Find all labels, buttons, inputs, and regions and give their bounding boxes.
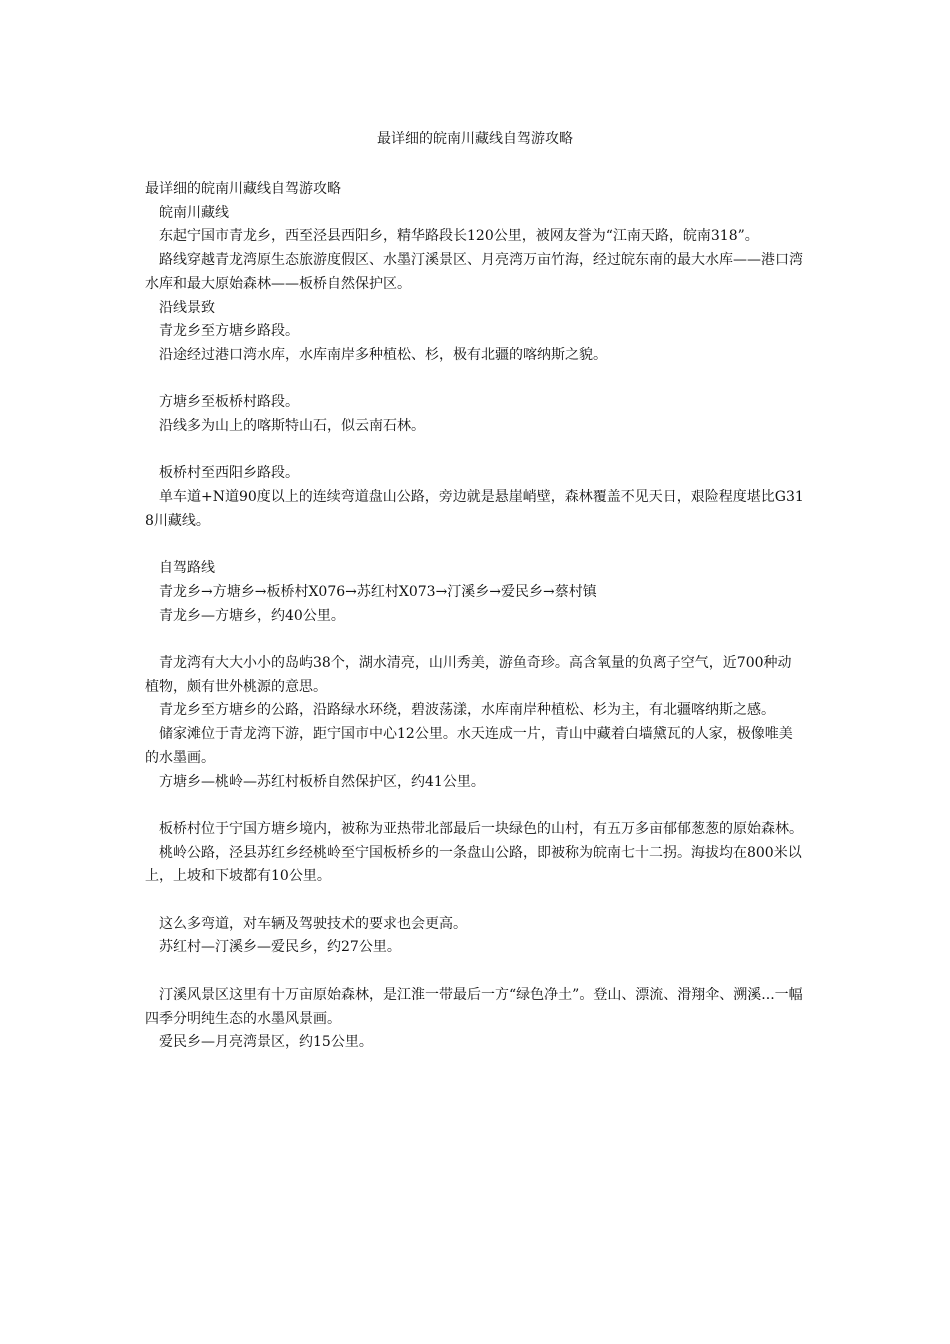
paragraph: 汀溪风景区这里有十万亩原始森林，是江淮一带最后一方“绿色净土”。登山、漂流、滑翔伞、溯溪...一幅四季分明纯生态的水墨风景画。 bbox=[145, 986, 803, 1027]
paragraph: 方塘乡—桃岭—苏红村板桥自然保护区，约41公里。 bbox=[159, 773, 485, 790]
paragraph: 苏红村—汀溪乡—爱民乡，约27公里。 bbox=[159, 939, 401, 956]
paragraph: 青龙乡至方塘乡的公路，沿路绿水环绕，碧波荡漾，水库南岸种植松、杉为主，有北疆喀纳斯之感。 bbox=[159, 702, 775, 719]
section-heading: 沿线景致 bbox=[159, 299, 215, 316]
document-body bbox=[145, 178, 805, 1055]
paragraph: 储家滩位于青龙湾下游，距宁国市中心12公里。水天连成一片，青山中藏着白墙黛瓦的人家，极像唯美的水墨画。 bbox=[145, 726, 793, 766]
section-heading: 皖南川藏线 bbox=[159, 204, 229, 221]
blank-line bbox=[145, 960, 805, 984]
paragraph: 青龙乡—方塘乡，约40公里。 bbox=[159, 607, 345, 624]
paragraph: 单车道+N道90度以上的连续弯道盘山公路，旁边就是悬崖峭壁，森林覆盖不见天日，艰险程度堪比G318川藏线。 bbox=[145, 489, 804, 529]
blank-line bbox=[145, 794, 805, 818]
paragraph: 板桥村至西阳乡路段。 bbox=[159, 465, 299, 482]
section-heading: 自驾路线 bbox=[159, 560, 215, 577]
paragraph: 这么多弯道，对车辆及驾驶技术的要求也会更高。 bbox=[159, 915, 467, 932]
paragraph: 板桥村位于宁国方塘乡境内，被称为亚热带北部最后一块绿色的山村，有五万多亩郁郁葱葱的原始森林。 bbox=[159, 820, 803, 837]
paragraph: 青龙湾有大大小小的岛屿38个，湖水清亮，山川秀美，游鱼奇珍。高含氧量的负离子空气，近700种动植物，颇有世外桃源的意思。 bbox=[145, 655, 792, 695]
blank-line bbox=[145, 628, 805, 652]
blank-line bbox=[145, 439, 805, 463]
paragraph: 路线穿越青龙湾原生态旅游度假区、水墨汀溪景区、月亮湾万亩竹海，经过皖东南的最大水库——港口湾水库和最大原始森林——板桥自然保护区。 bbox=[145, 252, 803, 292]
blank-line bbox=[145, 368, 805, 392]
paragraph: 青龙乡至方塘乡路段。 bbox=[159, 323, 299, 340]
paragraph: 桃岭公路，泾县苏红乡经桃岭至宁国板桥乡的一条盘山公路，即被称为皖南七十二拐。海拔均在800米以上，上坡和下坡都有10公里。 bbox=[145, 844, 802, 885]
paragraph: 爱民乡—月亮湾景区，约15公里。 bbox=[159, 1034, 373, 1051]
paragraph: 沿线多为山上的喀斯特山石，似云南石林。 bbox=[159, 418, 425, 435]
blank-line bbox=[145, 534, 805, 558]
paragraph: 东起宁国市青龙乡，西至泾县西阳乡，精华路段长120公里，被网友誉为“江南天路，皖南318”。 bbox=[159, 228, 759, 245]
document-heading: 最详细的皖南川藏线自驾游攻略 bbox=[145, 181, 341, 197]
paragraph: 青龙乡→方塘乡→板桥村X076→苏红村X073→汀溪乡→爱民乡→蔡村镇 bbox=[159, 583, 597, 600]
paragraph: 沿途经过港口湾水库，水库南岸多种植松、杉，极有北疆的喀纳斯之貌。 bbox=[159, 346, 607, 363]
blank-line bbox=[145, 889, 805, 913]
document-title: 最详细的皖南川藏线自驾游攻略 bbox=[377, 131, 573, 147]
paragraph: 方塘乡至板桥村路段。 bbox=[159, 394, 299, 411]
